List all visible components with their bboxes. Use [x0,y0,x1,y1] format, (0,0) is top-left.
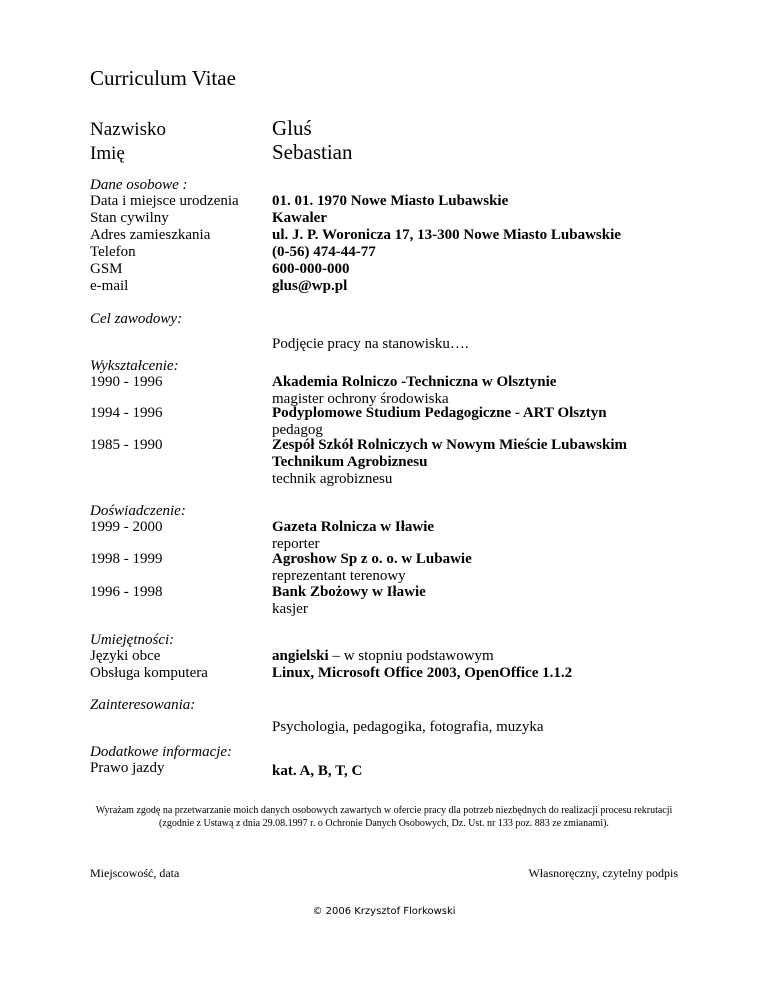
interests-heading: Zainteresowania: [90,697,196,713]
experience-role: kasjer [272,601,308,617]
email-label: e-mail [90,278,129,294]
phone-label: Telefon [90,244,136,260]
consent-line-1: Wyrażam zgodę na przetwarzanie moich danych osobowych zawartych w ofercie pracy dla potrzeb niezbędnych do realizacji procesu rekrutacji [95,805,673,816]
address-label: Adres zamieszkania [90,227,211,243]
gsm-value: 600-000-000 [272,261,350,277]
education-title: pedagog [272,422,323,438]
experience-company: Bank Zbożowy w Iławie [272,584,426,600]
languages-level: – w stopniu podstawowym [328,648,494,664]
education-school: Akademia Rolniczo -Techniczna w Olsztynie [272,374,557,390]
additional-heading: Dodatkowe informacje: [90,744,233,760]
consent-line-2: (zgodnie z Ustawą z dnia 29.08.1997 r. o Ochronie Danych Osobowych, Dz. Ust. nr 133 poz. 883 ze zmianami). [159,818,609,829]
page-title: Curriculum Vitae [90,66,236,90]
experience-role: reporter [272,536,320,552]
experience-years: 1996 - 1998 [90,584,163,600]
computer-value: Linux, Microsoft Office 2003, OpenOffice 1.1.2 [272,665,573,681]
education-heading: Wykształcenie: [90,358,179,374]
firstname-value: Sebastian [272,140,353,164]
license-value: kat. A, B, T, C [272,763,363,779]
education-school-line2: Technikum Agrobiznesu [272,454,428,470]
education-school: Podyplomowe Studium Pedagogiczne - ART Olsztyn [272,405,607,421]
signature-label: Własnoręczny, czytelny podpis [528,866,678,880]
firstname-label: Imię [90,143,125,164]
surname-label: Nazwisko [90,119,166,140]
education-years: 1994 - 1996 [90,405,163,421]
personal-heading: Dane osobowe : [90,177,188,193]
experience-years: 1998 - 1999 [90,551,163,567]
phone-value: (0-56) 474-44-77 [272,244,376,260]
goal-heading: Cel zawodowy: [90,311,183,327]
birth-value: 01. 01. 1970 Nowe Miasto Lubawskie [272,193,509,209]
skills-heading: Umiejętności: [90,632,175,648]
education-years: 1990 - 1996 [90,374,163,390]
education-title: magister ochrony środowiska [272,391,449,407]
status-label: Stan cywilny [90,210,169,226]
education-school: Zespół Szkół Rolniczych w Nowym Mieście Lubawskim [272,437,628,453]
goal-text: Podjęcie pracy na stanowisku…. [272,336,469,352]
email-value: glus@wp.pl [272,278,348,294]
footer-copyright: © 2006 Krzysztof Florkowski [312,906,456,917]
gsm-label: GSM [90,261,123,277]
experience-role: reprezentant terenowy [272,568,406,584]
status-value: Kawaler [272,210,327,226]
consent-clause [40,804,728,830]
experience-years: 1999 - 2000 [90,519,163,535]
address-value: ul. J. P. Woronicza 17, 13-300 Nowe Miasto Lubawskie [272,227,621,243]
place-date-label: Miejscowość, data [90,866,180,880]
languages-label: Języki obce [90,648,161,664]
birth-label: Data i miejsce urodzenia [90,193,239,209]
surname-value: Gluś [272,116,312,140]
education-title: technik agrobiznesu [272,471,393,487]
languages-value [272,648,494,665]
experience-company: Agroshow Sp z o. o. w Lubawie [272,551,472,567]
experience-heading: Doświadczenie: [90,503,186,519]
interests-text: Psychologia, pedagogika, fotografia, muzyka [272,719,544,735]
computer-label: Obsługa komputera [90,665,208,681]
license-label: Prawo jazdy [90,760,165,776]
languages-name: angielski [272,648,329,664]
education-years: 1985 - 1990 [90,437,163,453]
experience-company: Gazeta Rolnicza w Iławie [272,519,435,535]
